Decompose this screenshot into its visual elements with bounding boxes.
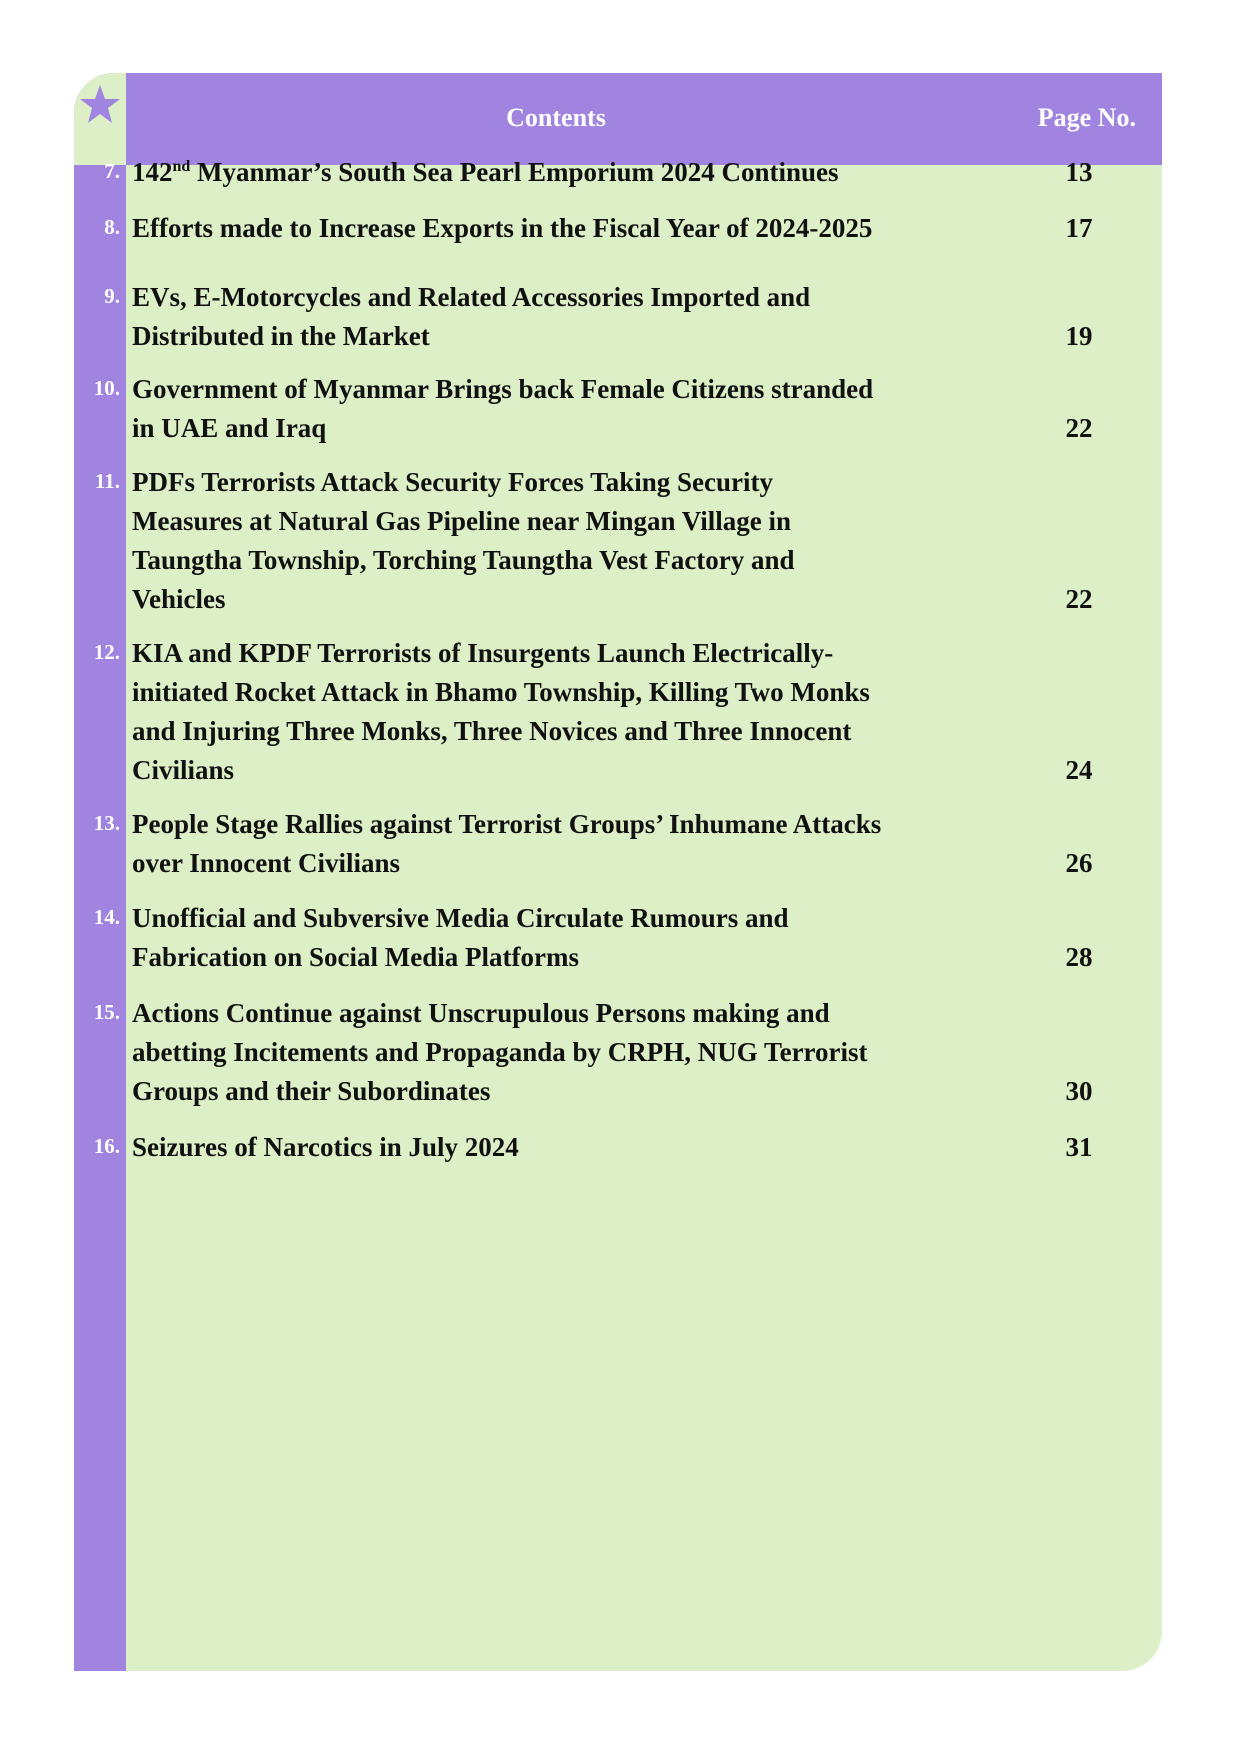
- entry-page: 26: [1065, 848, 1093, 878]
- corner-box: [74, 73, 126, 165]
- number-column: [74, 73, 126, 1671]
- entry-page: 22: [1065, 413, 1093, 443]
- entry-title: Seizures of Narcotics in July 2024: [132, 1132, 519, 1162]
- entry-number: 9.: [104, 284, 120, 308]
- entry-number: 15.: [93, 1000, 120, 1024]
- entry-page: 22: [1065, 584, 1093, 614]
- entry-number: 14.: [93, 905, 120, 929]
- entry-number: 7.: [104, 159, 120, 183]
- entry-page: 31: [1065, 1132, 1093, 1162]
- entry-title: Government of Myanmar Brings back Female Citizens stranded in UAE and Iraq: [132, 374, 874, 443]
- contents-panel: [74, 73, 1162, 1671]
- entry-page: 28: [1065, 942, 1093, 972]
- entry-title: Actions Continue against Unscrupulous Persons making and abetting Incitements and Propaganda by CRPH, NUG Terrorist Groups and their Subordinates: [132, 998, 868, 1106]
- entry-number: 16.: [93, 1134, 120, 1158]
- entry-number: 8.: [104, 215, 120, 239]
- entry-title: Efforts made to Increase Exports in the Fiscal Year of 2024-2025: [132, 213, 873, 243]
- entry-page: 13: [1065, 157, 1093, 187]
- entry-number: 13.: [93, 811, 120, 835]
- star-icon: [78, 83, 122, 127]
- entry-number: 11.: [94, 469, 120, 493]
- page-no-heading: Page No.: [1037, 103, 1136, 132]
- entry-page: 17: [1065, 213, 1093, 243]
- entry-title: 142nd Myanmar’s South Sea Pearl Emporium 2024 Continues: [132, 157, 839, 187]
- entry-title: People Stage Rallies against Terrorist Groups’ Inhumane Attacks over Innocent Civilians: [132, 809, 882, 878]
- entry-page: 19: [1065, 321, 1093, 351]
- entry-number: 12.: [93, 640, 120, 664]
- entry-title: EVs, E-Motorcycles and Related Accessories Imported and Distributed in the Market: [132, 282, 811, 351]
- entry-page: 24: [1065, 755, 1093, 785]
- entry-page: 30: [1065, 1076, 1093, 1106]
- contents-heading: Contents: [506, 103, 606, 132]
- entry-number: 10.: [93, 376, 120, 400]
- entry-title: KIA and KPDF Terrorists of Insurgents Launch Electrically- initiated Rocket Attack in Bhamo Township, Killing Two Monks and Injuring Three Monks, Three Novices and Three Innocent Civilians: [132, 638, 870, 785]
- entry-title: PDFs Terrorists Attack Security Forces Taking Security Measures at Natural Gas Pipeline near Mingan Village in Taungtha Township, Torching Taungtha Vest Factory and Vehicles: [132, 467, 795, 614]
- entry-title: Unofficial and Subversive Media Circulate Rumours and Fabrication on Social Media Platforms: [132, 903, 789, 972]
- table-header: [126, 73, 1162, 165]
